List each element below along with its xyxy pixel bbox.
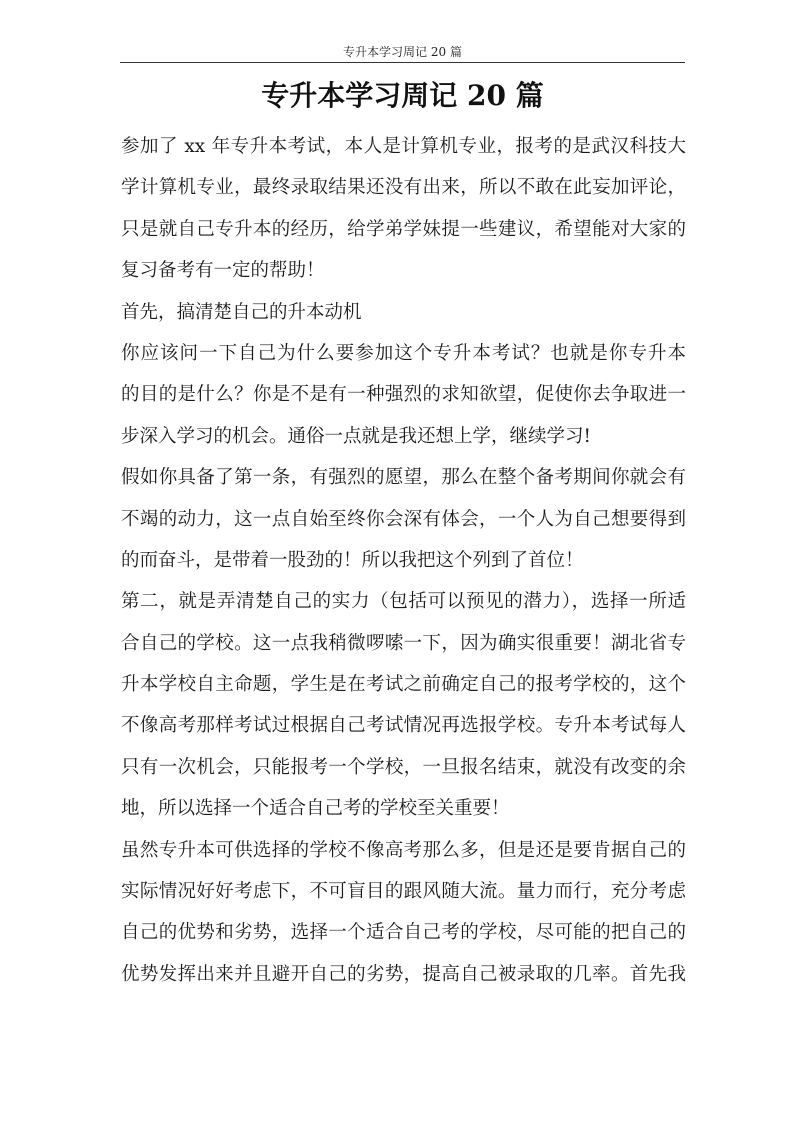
body-line: 虽然专升本可供选择的学校不像高考那么多，但是还是要肯据自己的	[121, 839, 686, 861]
body-line: 的而奋斗，是带着一股劲的！所以我把这个列到了首位！	[121, 549, 584, 571]
body-line: 复习备考有一定的帮助！	[121, 260, 325, 282]
body-line: 你应该问一下自己为什么要参加这个专升本考试？也就是你专升本	[121, 342, 686, 364]
body-line: 参加了 xx 年专升本考试，本人是计算机专业，报考的是武汉科技大	[121, 136, 686, 157]
body-line: 假如你具备了第一条，有强烈的愿望，那么在整个备考期间你就会有	[121, 467, 686, 489]
body-line: 不像高考那样考试过根据自己考试情况再选报学校。专升本考试每人	[121, 715, 686, 737]
body-line: 升本学校自主命题，学生是在考试之前确定自己的报考学校的，这个	[121, 674, 686, 696]
header-divider	[120, 62, 685, 63]
running-header: 专升本学习周记 20 篇	[343, 45, 462, 59]
body-line: 自己的优势和劣势，选择一个适合自己考的学校，尽可能的把自己的	[121, 922, 686, 944]
document-body	[121, 126, 686, 995]
body-line: 不竭的动力，这一点自始至终你会深有体会，一个人为自己想要得到	[121, 508, 686, 530]
body-line: 合自己的学校。这一点我稍微啰嗦一下，因为确实很重要！湖北省专	[121, 632, 686, 654]
body-line: 的目的是什么？你是不是有一种强烈的求知欲望，促使你去争取进一	[121, 384, 686, 406]
body-line: 实际情况好好考虑下，不可盲目的跟风随大流。量力而行，充分考虑	[121, 881, 686, 903]
body-line: 只是就自己专升本的经历，给学弟学妹提一些建议，希望能对大家的	[121, 218, 686, 240]
section-heading-line: 首先，搞清楚自己的升本动机	[121, 301, 362, 323]
body-line: 步深入学习的机会。通俗一点就是我还想上学，继续学习!	[121, 425, 591, 447]
body-line: 地，所以选择一个适合自己考的学校至关重要！	[121, 798, 510, 820]
body-line: 学计算机专业，最终录取结果还没有出来，所以不敢在此妄加评论，	[121, 177, 686, 199]
body-line: 优势发挥出来并且避开自己的劣势，提高自己被录取的几率。首先我	[121, 963, 686, 985]
body-line: 第二，就是弄清楚自己的实力（包括可以预见的潜力），选择一所适	[121, 591, 686, 613]
body-line: 只有一次机会，只能报考一个学校，一旦报名结束，就没有改变的余	[121, 756, 686, 778]
document-title: 专升本学习周记 20 篇	[261, 79, 544, 112]
